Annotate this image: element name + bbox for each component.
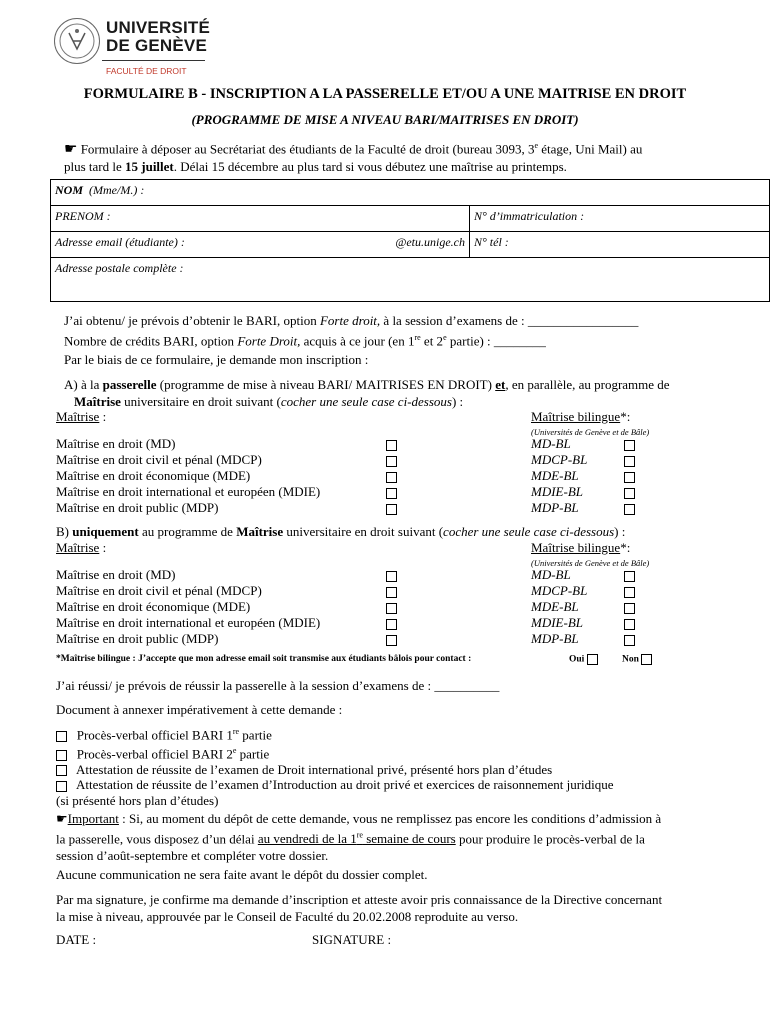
pointing-hand-icon: ☛ [64, 141, 78, 158]
annex-item [56, 762, 756, 778]
annex-item [56, 777, 756, 793]
program-md-bl-label: MD-BL [531, 436, 571, 451]
checkbox-a-mdie-bl[interactable] [624, 488, 635, 499]
important-u1: au vendredi de la 1 [257, 831, 357, 847]
checkbox-b-mdcp-bl[interactable] [624, 587, 635, 598]
deadline: 15 juillet [125, 159, 174, 175]
program-b-mdcp-bl-label: MDCP-BL [531, 583, 588, 598]
program-b-mdp-bl-label: MDP-BL [531, 631, 579, 646]
annex-1-sup: re [232, 727, 240, 736]
postal-label: Adresse postale complète : [55, 261, 184, 275]
program-md-label: Maîtrise en droit (MD) [56, 436, 176, 451]
signature-text-1: Par ma signature, je confirme ma demande d’inscription et atteste avoir pris connaissance de la Directive concernant [56, 892, 663, 907]
program-mdie-bl-label: MDIE-BL [531, 484, 583, 499]
checkbox-a-md-bl[interactable] [624, 440, 635, 451]
form-title: FORMULAIRE B - INSCRIPTION A LA PASSERELLE ET/OU A UNE MAITRISE EN DROIT [83, 86, 687, 102]
nom-field[interactable] [51, 180, 770, 206]
program-mdp-label: Maîtrise en droit public (MDP) [56, 500, 219, 515]
program-b-md-bl-label: MD-BL [531, 567, 571, 582]
matricule-label: N° d’immatriculation : [474, 209, 585, 223]
checkbox-annex-1[interactable] [56, 731, 67, 742]
annex-3-text: Attestation de réussite de l’examen de Droit international privé, présenté hors plan d’études [76, 761, 553, 777]
checkbox-a-md[interactable] [386, 440, 397, 451]
program-mdp-bl-label: MDP-BL [531, 500, 579, 515]
section-a-bilingue-note: (Universités de Genève et de Bâle) [531, 427, 650, 437]
program-b-mdie-label: Maîtrise en droit international et européen (MDIE) [56, 615, 321, 630]
annex-2-end: partie [236, 746, 270, 762]
oui-label: Oui [569, 654, 585, 665]
program-b-mdie-bl-label: MDIE-BL [531, 615, 583, 630]
checkbox-a-mde-bl[interactable] [624, 472, 635, 483]
annex-1-text: Procès-verbal officiel BARI 1 [76, 727, 233, 743]
bari-text-2it: Forte Droit, [237, 333, 301, 349]
request-line: Par le biais de ce formulaire, je demande mon inscription : [64, 352, 369, 367]
section-a-bilingue-label [531, 409, 630, 425]
annex-2-sup: e [232, 745, 237, 755]
bari-text-1a: J’ai obtenu/ je prévois d’obtenir le BARI, option [64, 313, 320, 328]
university-name [106, 19, 210, 55]
section-a-bl-checkboxes [624, 436, 635, 516]
section-a-programs [56, 436, 320, 516]
no-communication: Aucune communication ne sera faite avant le dépôt du dossier complet. [56, 867, 428, 882]
postal-address-field[interactable] [51, 258, 770, 302]
section-a-heading [64, 376, 724, 410]
section-b-bl-checkboxes [624, 567, 635, 647]
important-b: la passerelle, vous disposez d’un délai [56, 831, 258, 847]
checkbox-b-md[interactable] [386, 571, 397, 582]
bilingue-label: Maîtrise bilingue [531, 409, 621, 424]
secB-uniquement: uniquement [72, 524, 139, 539]
passerelle-success-line: J’ai réussi/ je prévois de réussir la passerelle à la session d’examens de : __________ [56, 678, 500, 693]
secB-1b: au programme de [138, 524, 237, 539]
section-b-maitrise-label [56, 540, 106, 556]
intro-paragraph [64, 137, 724, 175]
checkbox-b-mdie[interactable] [386, 619, 397, 630]
annex-1-end: partie [239, 727, 272, 743]
logo-divider [102, 60, 205, 61]
checkbox-annex-2[interactable] [56, 750, 67, 761]
section-b-bilingue-label [531, 540, 630, 556]
annex-list [56, 724, 756, 808]
section-a-bilingual-programs [531, 436, 587, 516]
seal-icon [55, 19, 99, 63]
program-b-mdp-label: Maîtrise en droit public (MDP) [56, 631, 219, 646]
date-field[interactable]: DATE : [56, 932, 97, 947]
secA-2a: universitaire en droit suivant ( [120, 394, 281, 409]
email-domain: @etu.unige.ch [395, 235, 465, 249]
important-u2: semaine de cours [362, 831, 456, 847]
program-b-md-label: Maîtrise en droit (MD) [56, 567, 176, 582]
bari-text-1it: Forte droit, [319, 313, 381, 328]
prenom-field[interactable] [51, 206, 470, 232]
section-a-checkboxes [386, 436, 397, 516]
annex-intro: Document à annexer impérativement à cette demande : [56, 702, 343, 717]
email-field[interactable] [51, 232, 470, 258]
intro-text-1-end: étage, Uni Mail) au [538, 141, 643, 157]
bari-text-2c: et 2 [420, 333, 444, 349]
checkbox-b-md-bl[interactable] [624, 571, 635, 582]
maitrise-label: Maîtrise [56, 409, 100, 424]
checkbox-a-mde[interactable] [386, 472, 397, 483]
pointing-hand-icon-2: ☛ [56, 811, 68, 826]
prenom-label: PRENOM : [55, 209, 111, 223]
checkbox-annex-3[interactable] [56, 765, 67, 776]
checkbox-a-mdcp-bl[interactable] [624, 456, 635, 467]
secA-2b: ) : [451, 394, 464, 409]
non-label: Non [622, 654, 639, 665]
consent-text: *Maîtrise bilingue : J’accepte que mon adresse email soit transmise aux étudiants bâlois pour contact : [56, 654, 472, 664]
bari-sup1: re [414, 333, 421, 342]
program-b-mde-bl-label: MDE-BL [531, 599, 579, 614]
secB-1d: ) : [614, 524, 626, 539]
program-mdie-label: Maîtrise en droit international et européen (MDIE) [56, 484, 321, 499]
bari-text-2b: acquis à ce jour (en 1 [300, 333, 415, 349]
annex-note: (si présenté hors plan d’études) [56, 792, 219, 808]
section-b-bilingue-note: (Universités de Genève et de Bâle) [531, 558, 650, 568]
checkbox-b-mde-bl[interactable] [624, 603, 635, 614]
intro-text-2b: . Délai 15 décembre au plus tard si vous débutez une maîtrise au printemps. [173, 159, 567, 175]
signature-field[interactable]: SIGNATURE : [312, 932, 392, 947]
bilingue-suffix: *: [620, 409, 631, 424]
maitrise-colon: : [99, 409, 107, 424]
signature-text-2: la mise à niveau, approuvée par le Conseil de Faculté du 20.02.2008 reproduite au verso. [56, 909, 519, 924]
important-sup: re [356, 831, 363, 840]
intro-text-1: Formulaire à déposer au Secrétariat des étudiants de la Faculté de droit (bureau 3093, 3 [80, 141, 535, 157]
intro-sup: e [534, 141, 539, 150]
checkbox-b-mdp-bl[interactable] [624, 635, 635, 646]
secA-passerelle: passerelle [102, 377, 157, 392]
faculty-name: FACULTÉ DE DROIT [106, 66, 187, 76]
section-a-maitrise-label [56, 409, 106, 425]
secB-1c: universitaire en droit suivant ( [283, 524, 444, 539]
section-b-programs [56, 567, 320, 647]
bilingue-suffix-b: *: [620, 540, 631, 555]
annex-item [56, 724, 756, 743]
checkbox-a-mdp[interactable] [386, 504, 397, 515]
secA-1a: A) à la [64, 377, 103, 392]
signature-statement [56, 891, 756, 925]
email-label: Adresse email (étudiante) : [55, 235, 185, 249]
maitrise-label-b: Maîtrise [56, 540, 100, 555]
form-subtitle: (PROGRAMME DE MISE A NIVEAU BARI/MAITRISES EN DROIT) [191, 112, 579, 127]
checkbox-a-mdcp[interactable] [386, 456, 397, 467]
important-paragraph [56, 810, 746, 864]
bari-sup2: e [443, 333, 447, 342]
program-b-mde-label: Maîtrise en droit économique (MDE) [56, 599, 251, 614]
annex-4-text: Attestation de réussite de l’examen d’Introduction au droit privé et exercices de raisonnement juridique [76, 777, 614, 793]
secA-et: et [495, 377, 506, 392]
checkbox-b-mdp[interactable] [386, 635, 397, 646]
nom-label: NOM [55, 183, 84, 197]
maitrise-colon-b: : [99, 540, 107, 555]
matricule-field[interactable] [470, 206, 770, 232]
program-mdcp-bl-label: MDCP-BL [531, 452, 588, 467]
tel-label: N° tél : [474, 235, 509, 249]
important-a: : Si, au moment du dépôt de cette demande, vous ne remplissez pas encore les conditions d’admission à [118, 811, 662, 826]
important-d: session d’août-septembre et compléter votre dossier. [56, 848, 329, 864]
section-b-bilingual-programs [531, 567, 587, 647]
checkbox-non[interactable] [641, 654, 652, 665]
section-b-heading [56, 523, 756, 540]
secA-1c: , en parallèle, au programme de [505, 377, 670, 392]
section-b-checkboxes [386, 567, 397, 647]
bilingue-label-b: Maîtrise bilingue [531, 540, 621, 555]
intro-text-2a: plus tard le [64, 159, 126, 175]
annex-2-text: Procès-verbal officiel BARI 2 [76, 746, 233, 762]
identity-form-table [50, 179, 770, 302]
checkbox-b-mde[interactable] [386, 603, 397, 614]
annex-item [56, 743, 756, 762]
bari-text-2d: partie) : ________ [446, 333, 546, 349]
checkbox-b-mdie-bl[interactable] [624, 619, 635, 630]
bari-text-1b: à la session d’examens de : _________________ [380, 313, 639, 328]
bilingue-consent [56, 654, 471, 664]
checkbox-oui[interactable] [587, 654, 598, 665]
tel-field[interactable] [470, 232, 770, 258]
secA-1b: (programme de mise à niveau BARI/ MAITRISES EN DROIT) [156, 377, 496, 392]
checkbox-a-mdie[interactable] [386, 488, 397, 499]
program-b-mdcp-label: Maîtrise en droit civil et pénal (MDCP) [56, 583, 262, 598]
checkbox-b-mdcp[interactable] [386, 587, 397, 598]
checkbox-a-mdp-bl[interactable] [624, 504, 635, 515]
secB-1a: B) [56, 524, 73, 539]
checkbox-annex-4[interactable] [56, 781, 67, 792]
university-name-line1: UNIVERSITÉ [106, 18, 211, 37]
nom-suffix: (Mme/M.) : [89, 183, 145, 197]
university-name-line2: DE GENÈVE [106, 36, 207, 55]
consent-non [622, 654, 652, 665]
bari-text-2a: Nombre de crédits BARI, option [64, 333, 238, 349]
secB-1it: cocher une seule case ci-dessous [443, 524, 615, 539]
secA-2it: cocher une seule case ci-dessous [280, 394, 452, 409]
program-mde-label: Maîtrise en droit économique (MDE) [56, 468, 251, 483]
important-c: pour produire le procès-verbal de la [455, 831, 645, 847]
important-label: Important [67, 811, 119, 826]
bari-info [64, 312, 724, 349]
secA-maitrise: Maîtrise [74, 394, 121, 409]
program-mdcp-label: Maîtrise en droit civil et pénal (MDCP) [56, 452, 262, 467]
program-mde-bl-label: MDE-BL [531, 468, 579, 483]
consent-oui [569, 654, 598, 665]
university-seal-logo [54, 18, 100, 64]
secB-maitrise: Maîtrise [236, 524, 284, 539]
